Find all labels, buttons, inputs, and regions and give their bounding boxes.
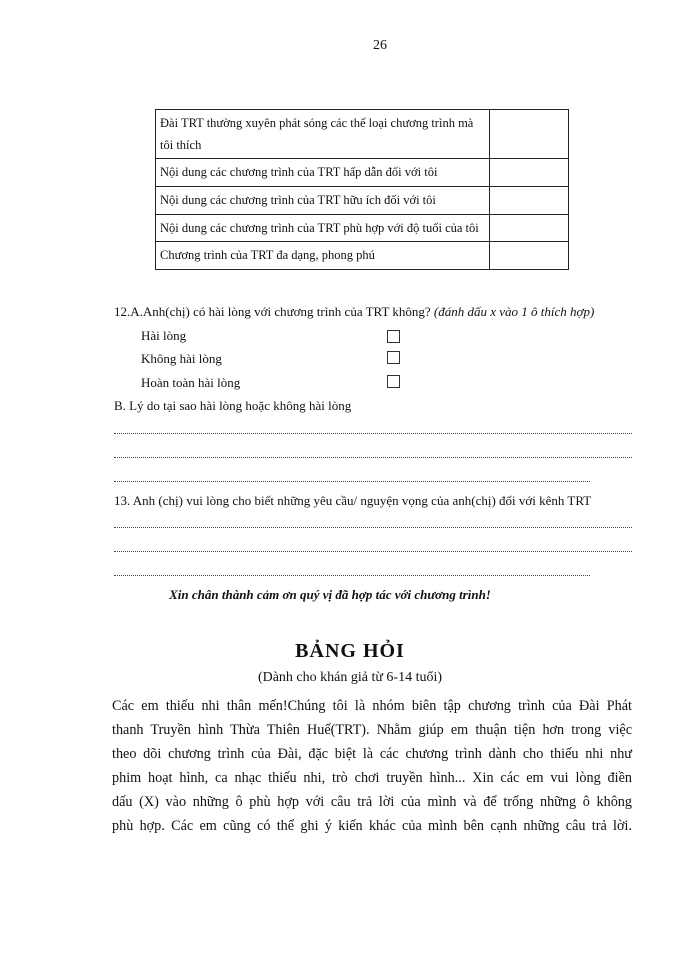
table-cell-answer[interactable] (489, 215, 568, 242)
table-cell-statement: Nội dung các chương trình của TRT hữu ích đối với tôi (156, 187, 490, 215)
checkbox-completely-satisfied[interactable] (387, 375, 400, 388)
question-12a-text: 12.A.Anh(chị) có hài lòng với chương trình của TRT không? (114, 304, 431, 319)
answer-line[interactable] (114, 455, 632, 458)
thank-you-note: Xin chân thành cảm ơn quý vị đã hợp tác với chương trình! (169, 587, 491, 602)
table-row (156, 215, 569, 242)
table-cell-statement: Chương trình của TRT đa dạng, phong phú (156, 242, 490, 270)
table-cell-answer[interactable] (489, 187, 568, 215)
table-cell-statement: Nội dung các chương trình của TRT hấp dẫn đối với tôi (156, 159, 490, 187)
intro-line: phim hoạt hình, ca nhạc thiếu nhi, trò chơi truyền hình... Xin các em vui lòng điền (112, 770, 632, 786)
question-12a (114, 304, 594, 320)
option-label-completely-satisfied: Hoàn toàn hài lòng (141, 375, 241, 390)
question-12a-instruction: (đánh dấu x vào 1 ô thích hợp) (433, 304, 595, 319)
table-cell-statement: Đài TRT thường xuyên phát sóng các thể loại chương trình mà tôi thích (156, 110, 490, 159)
question-13: 13. Anh (chị) vui lòng cho biết những yêu cầu/ nguyện vọng của anh(chị) đối với kênh TRT (114, 493, 592, 508)
option-label-satisfied: Hài lòng (141, 328, 187, 343)
question-12b: B. Lý do tại sao hài lòng hoặc không hài lòng (114, 398, 352, 413)
checkbox-satisfied[interactable] (387, 330, 400, 343)
table-row (156, 187, 569, 215)
checkbox-not-satisfied[interactable] (387, 351, 400, 364)
option-label-not-satisfied: Không hài lòng (141, 351, 222, 366)
survey-subtitle: (Dành cho khán giả từ 6-14 tuổi) (257, 670, 443, 685)
rating-table (155, 109, 569, 270)
table-row (156, 159, 569, 187)
intro-line: theo dõi chương trình của Đài, đặc biệt là các chương trình dành cho thiếu nhi như (112, 746, 632, 762)
answer-line[interactable] (114, 573, 590, 576)
survey-title: BẢNG HỎI (295, 640, 405, 662)
table-cell-answer[interactable] (489, 242, 568, 270)
table-row (156, 110, 569, 159)
answer-line[interactable] (114, 549, 632, 552)
table-row (156, 242, 569, 270)
intro-line: thanh Truyền hình Thừa Thiên Huế(TRT). Nhằm giúp em thuận tiện hơn trong việc (112, 722, 632, 738)
intro-line: Các em thiếu nhi thân mến!Chúng tôi là nhóm biên tập chương trình của Đài Phát (112, 698, 632, 714)
answer-line[interactable] (114, 479, 590, 482)
table-cell-answer[interactable] (489, 159, 568, 187)
page-number: 26 (373, 38, 387, 53)
answer-line[interactable] (114, 431, 632, 434)
intro-line: phù hợp. Các em cũng có thể ghi ý kiến khác của mình bên cạnh những câu trả lời. (112, 818, 632, 834)
table-cell-answer[interactable] (489, 110, 568, 159)
intro-line: dấu (X) vào những ô phù hợp với câu trả lời của mình và để trống những ô không (112, 794, 632, 810)
table-cell-statement: Nội dung các chương trình của TRT phù hợp với độ tuổi của tôi (156, 215, 490, 242)
answer-line[interactable] (114, 525, 632, 528)
intro-paragraph (112, 694, 632, 838)
